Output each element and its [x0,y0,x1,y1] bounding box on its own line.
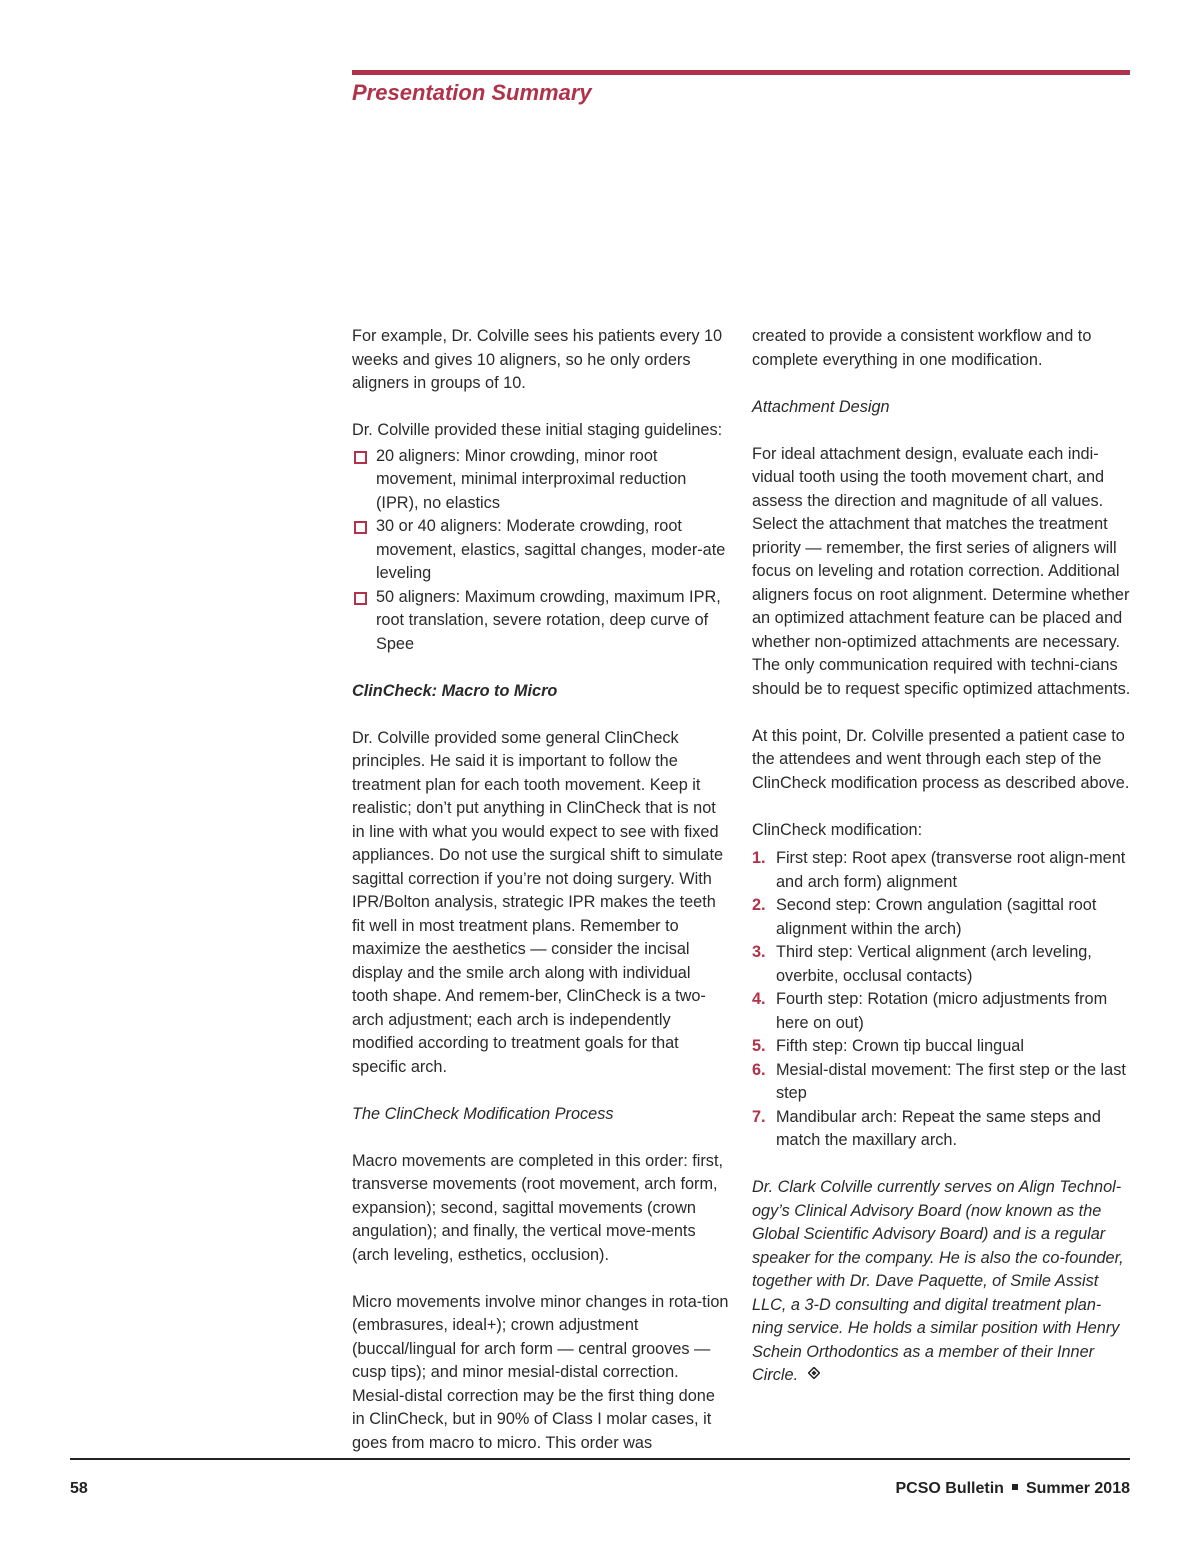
attachment-design-paragraph: For ideal attachment design, evaluate each indi-vidual tooth using the tooth movement chart, and assess the direction and magnitude of all values. Select the attachment that matches the treatment priority — remember, the first series of aligners will focus on leveling and rotation correction. Additional aligners focus on root alignment. Determine whether an optimized attachment feature can be placed and whether non-optimized attachments are necessary. [752,444,1130,651]
attachment-design-heading: Attachment Design [752,397,890,416]
square-bullet-icon [354,592,367,605]
modification-process-paragraph: Macro movements are completed in this order: first, transverse movements (root movement, arch form, expansion); second, sagittal movements (crown angulation); and finally, the vertical move-ments (arch leveling, esthetics, occlusion). [352,1151,723,1264]
list-item: 5. Fifth step: Crown tip buccal lingual [752,1037,1024,1055]
list-item: 4. Fourth step: Rotation (micro adjustments from here on out) [752,990,1108,1032]
micro-movements-paragraph: Micro movements involve minor changes in rota-tion (embrasures, ideal+); crown adjustment (buccal/lingual for arch form — central grooves — cusp tips); and minor mesial-distal correction. Mesial-distal correction may be the first thing done in ClinCheck, but in 90% of Class I molar cases, it goes from macro to micro. This order was [352,1292,729,1452]
author-bio: Dr. Clark Colville currently serves on Align Technol-ogy’s Clinical Advisory Board (now known as the Global Scientific Advisory Board) and is a regular speaker for the company. He is also the co-founder, together with Dr. Dave Paquette, of Smile Assist LLC, a 3-D consulting and digital treatment plan-ning service. He holds a similar position with Henry Schein Orthodontics as a member of their Inner Circle. [752,1178,1124,1384]
macro-micro-heading: ClinCheck: Macro to Micro [352,681,558,700]
patient-case-paragraph: At this point, Dr. Colville presented a patient case to the attendees and went through each step of the ClinCheck modification process as described above. [752,726,1130,792]
list-item: 50 aligners: Maximum crowding, maximum IPR, root translation, severe rotation, deep curve of Spee [352,586,730,657]
list-item: 3. Third step: Vertical alignment (arch leveling, overbite, occlusal contacts) [752,943,1092,985]
modification-lead: ClinCheck modification: [752,820,923,839]
attachment-communication-paragraph: The only communication required with techni-cians should be to request specific optimized attachments. [752,656,1131,698]
square-bullet-icon [354,521,367,534]
left-column [352,325,730,1479]
list-item: 1. First step: Root apex (transverse root align-ment and arch form) alignment [752,849,1126,891]
macro-micro-paragraph: Dr. Colville provided some general ClinCheck principles. He said it is important to follow the treatment plan for each tooth movement. Keep it realistic; don’t put anything in ClinCheck that is not in line with what you would expect to see with fixed appliances. Do not use the surgical shift to simulate sagittal correction if you’re not doing surgery. With IPR/Bolton analysis, strategic IPR makes the teeth fit well in most treatment plans. Remember to maximize the aesthetics — consider the incisal display and the smile arch along with individual tooth shape. And remem-ber, ClinCheck is a two-arch adjustment; each arch is independently modified according to treatment goals for that specific arch. [352,728,724,1076]
footer-rule [70,1458,1130,1460]
diamond-end-icon [808,1367,820,1379]
guidelines-lead: Dr. Colville provided these initial staging guidelines: [352,421,723,439]
continuation-paragraph: created to provide a consistent workflow and to complete everything in one modification. [752,327,1092,369]
issue-label: Summer 2018 [1025,1480,1130,1497]
modification-steps-list [752,847,1132,1153]
right-column [752,325,1132,1411]
modification-process-heading: The ClinCheck Modification Process [352,1104,614,1123]
section-title: Presentation Summary [352,80,592,105]
square-bullet-icon [354,451,367,464]
intro-paragraph: For example, Dr. Colville sees his patients every 10 weeks and gives 10 aligners, so he only orders aligners in groups of 10. [352,327,723,392]
list-item: 2. Second step: Crown angulation (sagittal root alignment within the arch) [752,896,1097,938]
footer-publication [895,1480,1130,1498]
staging-guidelines-list [352,445,730,657]
list-item: 30 or 40 aligners: Moderate crowding, root movement, elastics, sagittal changes, moder-ate leveling [352,515,730,586]
list-item: 6. Mesial-distal movement: The first step or the last step [752,1060,1126,1102]
page-number: 58 [70,1480,88,1497]
square-separator-icon [1012,1484,1018,1490]
list-item: 7. Mandibular arch: Repeat the same steps and match the maxillary arch. [752,1107,1101,1149]
publication-name: PCSO Bulletin [895,1480,1004,1497]
header-rule [352,70,1130,75]
list-item: 20 aligners: Minor crowding, minor root movement, minimal interproximal reduction (IPR), no elastics [352,445,730,516]
